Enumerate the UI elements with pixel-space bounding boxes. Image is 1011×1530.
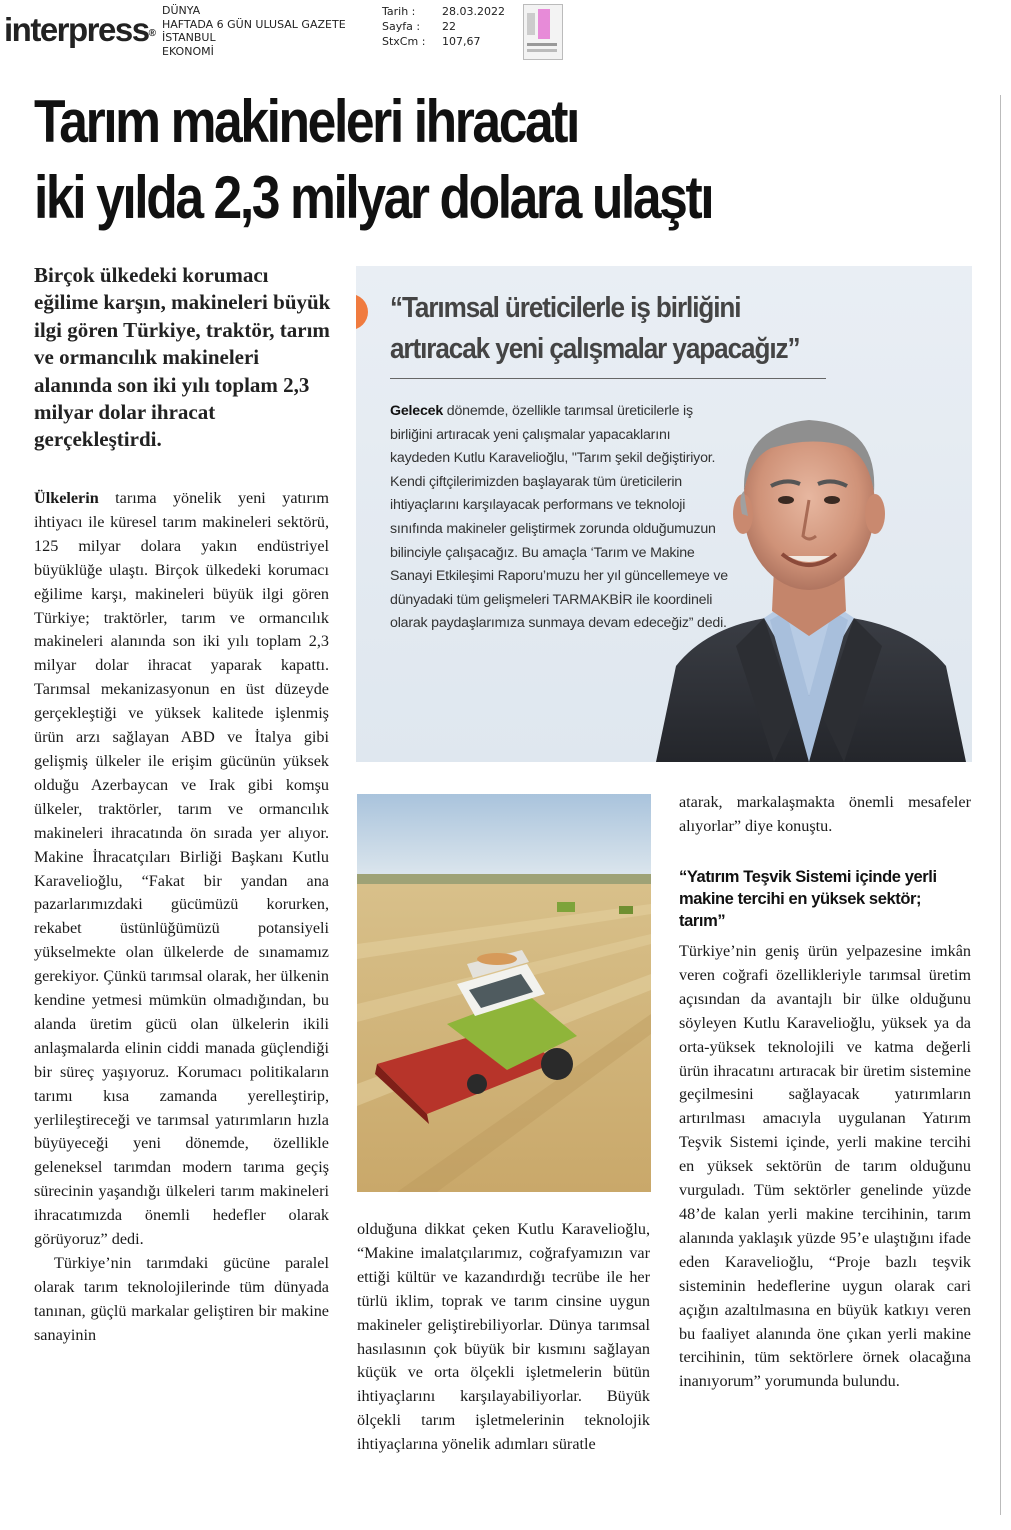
article-column-2 bbox=[357, 1218, 650, 1457]
paragraph: olduğuna dikkat çeken Kutlu Karavelioğlu, “Makine imalatçılarımız, coğrafyamızın var ettiği kültür ve kazandırdığı tecrübe ile her türlü iklim, toprak ve tarım cinsine uygun makineler geliştirebiliyorlar. Dünya tarımsal hasılasının çok büyük bir kısmını sağlayan küçük ve orta ölçekli işletmelerin bütün ihtiyaçlarını karşılayabiliyorlar. Büyük ölçekli tarım işletmelerinin teknolojik ihtiyaçlarına yönelik adımları süratle bbox=[357, 1220, 650, 1454]
article-column-3-continued bbox=[679, 940, 971, 1394]
article-subheading: “Yatırım Teşvik Sistemi içinde yerli makine tercihi en yüksek sektör; tarım” bbox=[679, 868, 937, 930]
quote-title: “Tarımsal üreticilerle iş birliğini artıracak yeni çalışmalar yapacağız” bbox=[390, 292, 800, 365]
portrait-photo bbox=[646, 396, 972, 762]
meta-stxcm: StxCm : 107,67 bbox=[382, 35, 481, 48]
article-headline: Tarım makineleri ihracatı iki yılda 2,3 milyar dolara ulaştı bbox=[34, 88, 713, 231]
article-column-3 bbox=[679, 791, 971, 839]
clipping-header bbox=[0, 0, 1011, 64]
paragraph: Türkiye’nin tarımdaki gücüne paralel olarak tarım teknolojilerinde tüm dünyada tanınan, güçlü markalar geliştiren bir makine sanayinin bbox=[34, 1254, 329, 1344]
page-thumbnail bbox=[523, 4, 563, 60]
page-edge-rule bbox=[1000, 95, 1001, 1515]
publication-section: EKONOMİ bbox=[162, 44, 214, 58]
paragraph: Ülkelerin tarıma yönelik yeni yatırım ihtiyacı ile küresel tarım makineleri sektörü, 125 milyar dolara yakın endüstriyel büyüklüğe ulaştı. Birçok ülkedeki korumacı eğilime karşı, makineleri büyük ilgi gören Türkiye; traktörler, tarım ve ormancılık makineleri alanında son iki yılı toplam 2,3 milyar dolar ihracat yaparak kapattı. Tarımsal mekanizasyonun en üst düzeyde gerçekleştiği ve yüksek kalitede işlenmiş ürün arzı sağlayan ABD ve İtalya gibi gelişmiş ülkeler ile erişim gücünün yüksek olduğu Azerbaycan ve Irak gibi komşu ülkeler, traktörler, tarım ve ormancılık makineleri ihracatında ön sırada yer alıyor. Makine İhracatçıları Birliği Başkanı Kutlu Karavelioğlu, “Fakat bir yandan ana pazarlarımızdaki gücümüzü korurken, rekabet üstünlüğümüzü potansiyeli yükselmekte olan ülkelerde de sınamamız gerekiyor. Çünkü tarımsal olarak, her ülkenin kendine yetmesi mümkün olmadığından, bu alanda üretim gücü olan ülkelerin ikili anlaşmalarda elinin ciddi manada güçlendiği bir süreç yaşıyoruz. Korumacı politikaların tarımı kısa zamanda yerelleştirip, yerlileştireceği ve tarımsal yatırımların hızla büyüyeceği yeni dönemde, özellikle geleneksel tarımdan modern tarıma geçiş sürecinin yaşandığı ülkeleri tarım makineleri ihracatımızda önemli hedefler olarak görüyoruz” dedi. bbox=[34, 489, 329, 1249]
quote-text: Gelecek dönemde, özellikle tarımsal üreticilerle iş birliğini artıracak yeni çalışmalar yapacaklarını kaydeden Kutlu Karavelioğlu, "Tarım şekil değiştiriyor. Kendi çiftçilerimizden başlayarak tüm üreticilerin ihtiyaçlarını karşılayacak performans ve teknoloji sınıfında makineler geliştirmek zorunda olduğumuzun bilinciyle çalışacağız. Bu amaçla ‘Tarım ve Makine Sanayi Etkileşimi Raporu’muzu her yıl güncellemeye ve dünyadaki tüm gelişmeleri TARMAKBİR ile koordineli olarak paydaşlarımıza sunmaya devam edeceğiz” dedi. bbox=[390, 403, 728, 632]
interpress-logo: interpress® bbox=[4, 11, 156, 48]
paragraph: Türkiye’nin geniş ürün yelpazesine imkân veren coğrafi özellikleriyle tarımsal üretim açısından da avantajlı bir ülke olduğunu söyleyen Kutlu Karavelioğlu, yüksek ya da orta-yüksek teknolojili ve katma değerli ürün ihracatını artıracak bir üretim sistemine geçilmesini sağlayacak yatırımların artırılması amacıyla uygulanan Yatırım Teşvik Sistemi içinde, yerli makine tercihi en yüksek sektörün de tarım olduğunu vurguladı. Tüm sektörler genelinde yüzde 48’de kalan yerli makine tercihinin, tarım alanında yaklaşık yüzde 95’e ulaştığını ifade eden Karavelioğlu, “Proje bazlı teşvik sisteminin hedeflerine uygun olarak cari açığın azaltılmasına en büyük katkıyı veren bu faaliyet alanında öne çıkan yerli makine tercihinin, tüm sektörlere örnek olacağına inanıyorum” yorumunda bulundu. bbox=[679, 942, 971, 1391]
meta-page: Sayfa : 22 bbox=[382, 20, 456, 33]
quote-divider bbox=[390, 378, 826, 379]
clipping-meta bbox=[382, 4, 505, 49]
publication-name: DÜNYA bbox=[162, 4, 201, 17]
article-lead: Birçok ülkedeki korumacı eğilime karşın, makineleri büyük ilgi gören Türkiye, traktör, tarım ve ormancılık makineleri alanında son iki yılı toplam 2,3 milyar dolar ihracat gerçekleştirdi. bbox=[34, 263, 331, 452]
paragraph: atarak, markalaşmakta önemli mesafeler alıyorlar” diye konuştu. bbox=[679, 793, 971, 835]
publication-frequency: HAFTADA 6 GÜN ULUSAL GAZETE bbox=[162, 17, 346, 31]
publication-city: İSTANBUL bbox=[162, 31, 216, 44]
meta-date: Tarih : 28.03.2022 bbox=[382, 5, 505, 18]
quote-accent-icon bbox=[356, 294, 368, 330]
quote-box bbox=[356, 266, 972, 762]
publication-info bbox=[162, 4, 346, 58]
combine-harvester-photo bbox=[357, 794, 651, 1192]
article-column-1 bbox=[34, 487, 329, 1348]
